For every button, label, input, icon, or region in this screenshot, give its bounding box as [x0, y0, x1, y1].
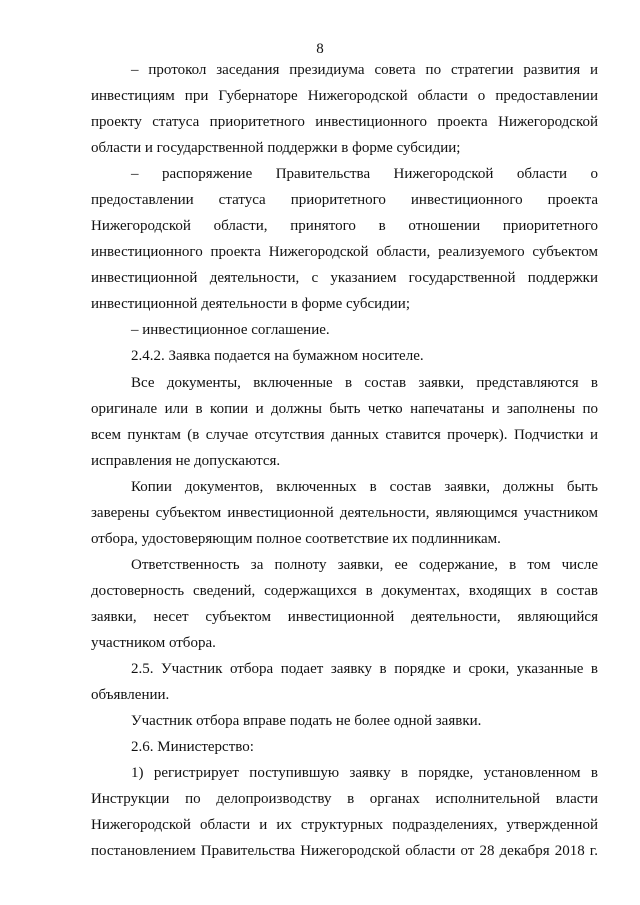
text-line: всем пунктам (в случае отсутствия данных ставится прочерк). Подчистки и [91, 427, 598, 443]
text-line: инвестиционного проекта Нижегородской области, реализуемого субъектом [91, 244, 598, 260]
text-line: исправления не допускаются. [91, 453, 281, 469]
text-line: отбора, удостоверяющим полное соответствие их подлинникам. [91, 531, 501, 547]
text-line: инвестиционной деятельности в форме субсидии; [91, 296, 410, 312]
text-line: 2.4.2. Заявка подается на бумажном носителе. [131, 348, 424, 364]
text-line: – протокол заседания президиума совета по стратегии развития и [131, 62, 598, 78]
text-line: Все документы, включенные в состав заявки, представляются в [131, 375, 598, 391]
text-line: участником отбора. [91, 635, 216, 651]
text-line: достоверность сведений, содержащихся в документах, входящих в состав [91, 583, 598, 599]
text-line: 2.6. Министерство: [131, 739, 254, 755]
text-line: инвестициям при Губернаторе Нижегородской области о предоставлении [91, 88, 598, 104]
text-line: Копии документов, включенных в состав заявки, должны быть [131, 479, 598, 495]
text-line: предоставлении статуса приоритетного инвестиционного проекта [91, 192, 598, 208]
text-line: – инвестиционное соглашение. [131, 322, 330, 338]
text-line: – распоряжение Правительства Нижегородской области о [131, 166, 598, 182]
text-line: объявлении. [91, 687, 170, 703]
text-line: 1) регистрирует поступившую заявку в порядке, установленном в [131, 765, 598, 781]
text-line: 2.5. Участник отбора подает заявку в порядке и сроки, указанные в [131, 661, 598, 677]
text-line: оригинале или в копии и должны быть четко напечатаны и заполнены по [91, 401, 598, 417]
text-line: инвестиционной деятельности, с указанием государственной поддержки [91, 270, 598, 286]
text-line: Нижегородской области, принятого в отношении приоритетного [91, 218, 598, 234]
text-line: Нижегородской области и их структурных подразделениях, утвержденной [91, 817, 598, 833]
text-line: Участник отбора вправе подать не более одной заявки. [131, 713, 482, 729]
text-line: области и государственной поддержки в форме субсидии; [91, 140, 461, 156]
text-line: проекту статуса приоритетного инвестиционного проекта Нижегородской [91, 114, 598, 130]
text-line: заявки, несет субъектом инвестиционной деятельности, являющийся [91, 609, 598, 625]
text-line: постановлением Правительства Нижегородской области от 28 декабря 2018 г. [91, 843, 598, 859]
text-line: Инструкции по делопроизводству в органах исполнительной власти [91, 791, 598, 807]
page-number: 8 [316, 41, 324, 57]
text-line: заверены субъектом инвестиционной деятельности, являющимся участником [91, 505, 598, 521]
text-line: Ответственность за полноту заявки, ее содержание, в том числе [131, 557, 598, 573]
